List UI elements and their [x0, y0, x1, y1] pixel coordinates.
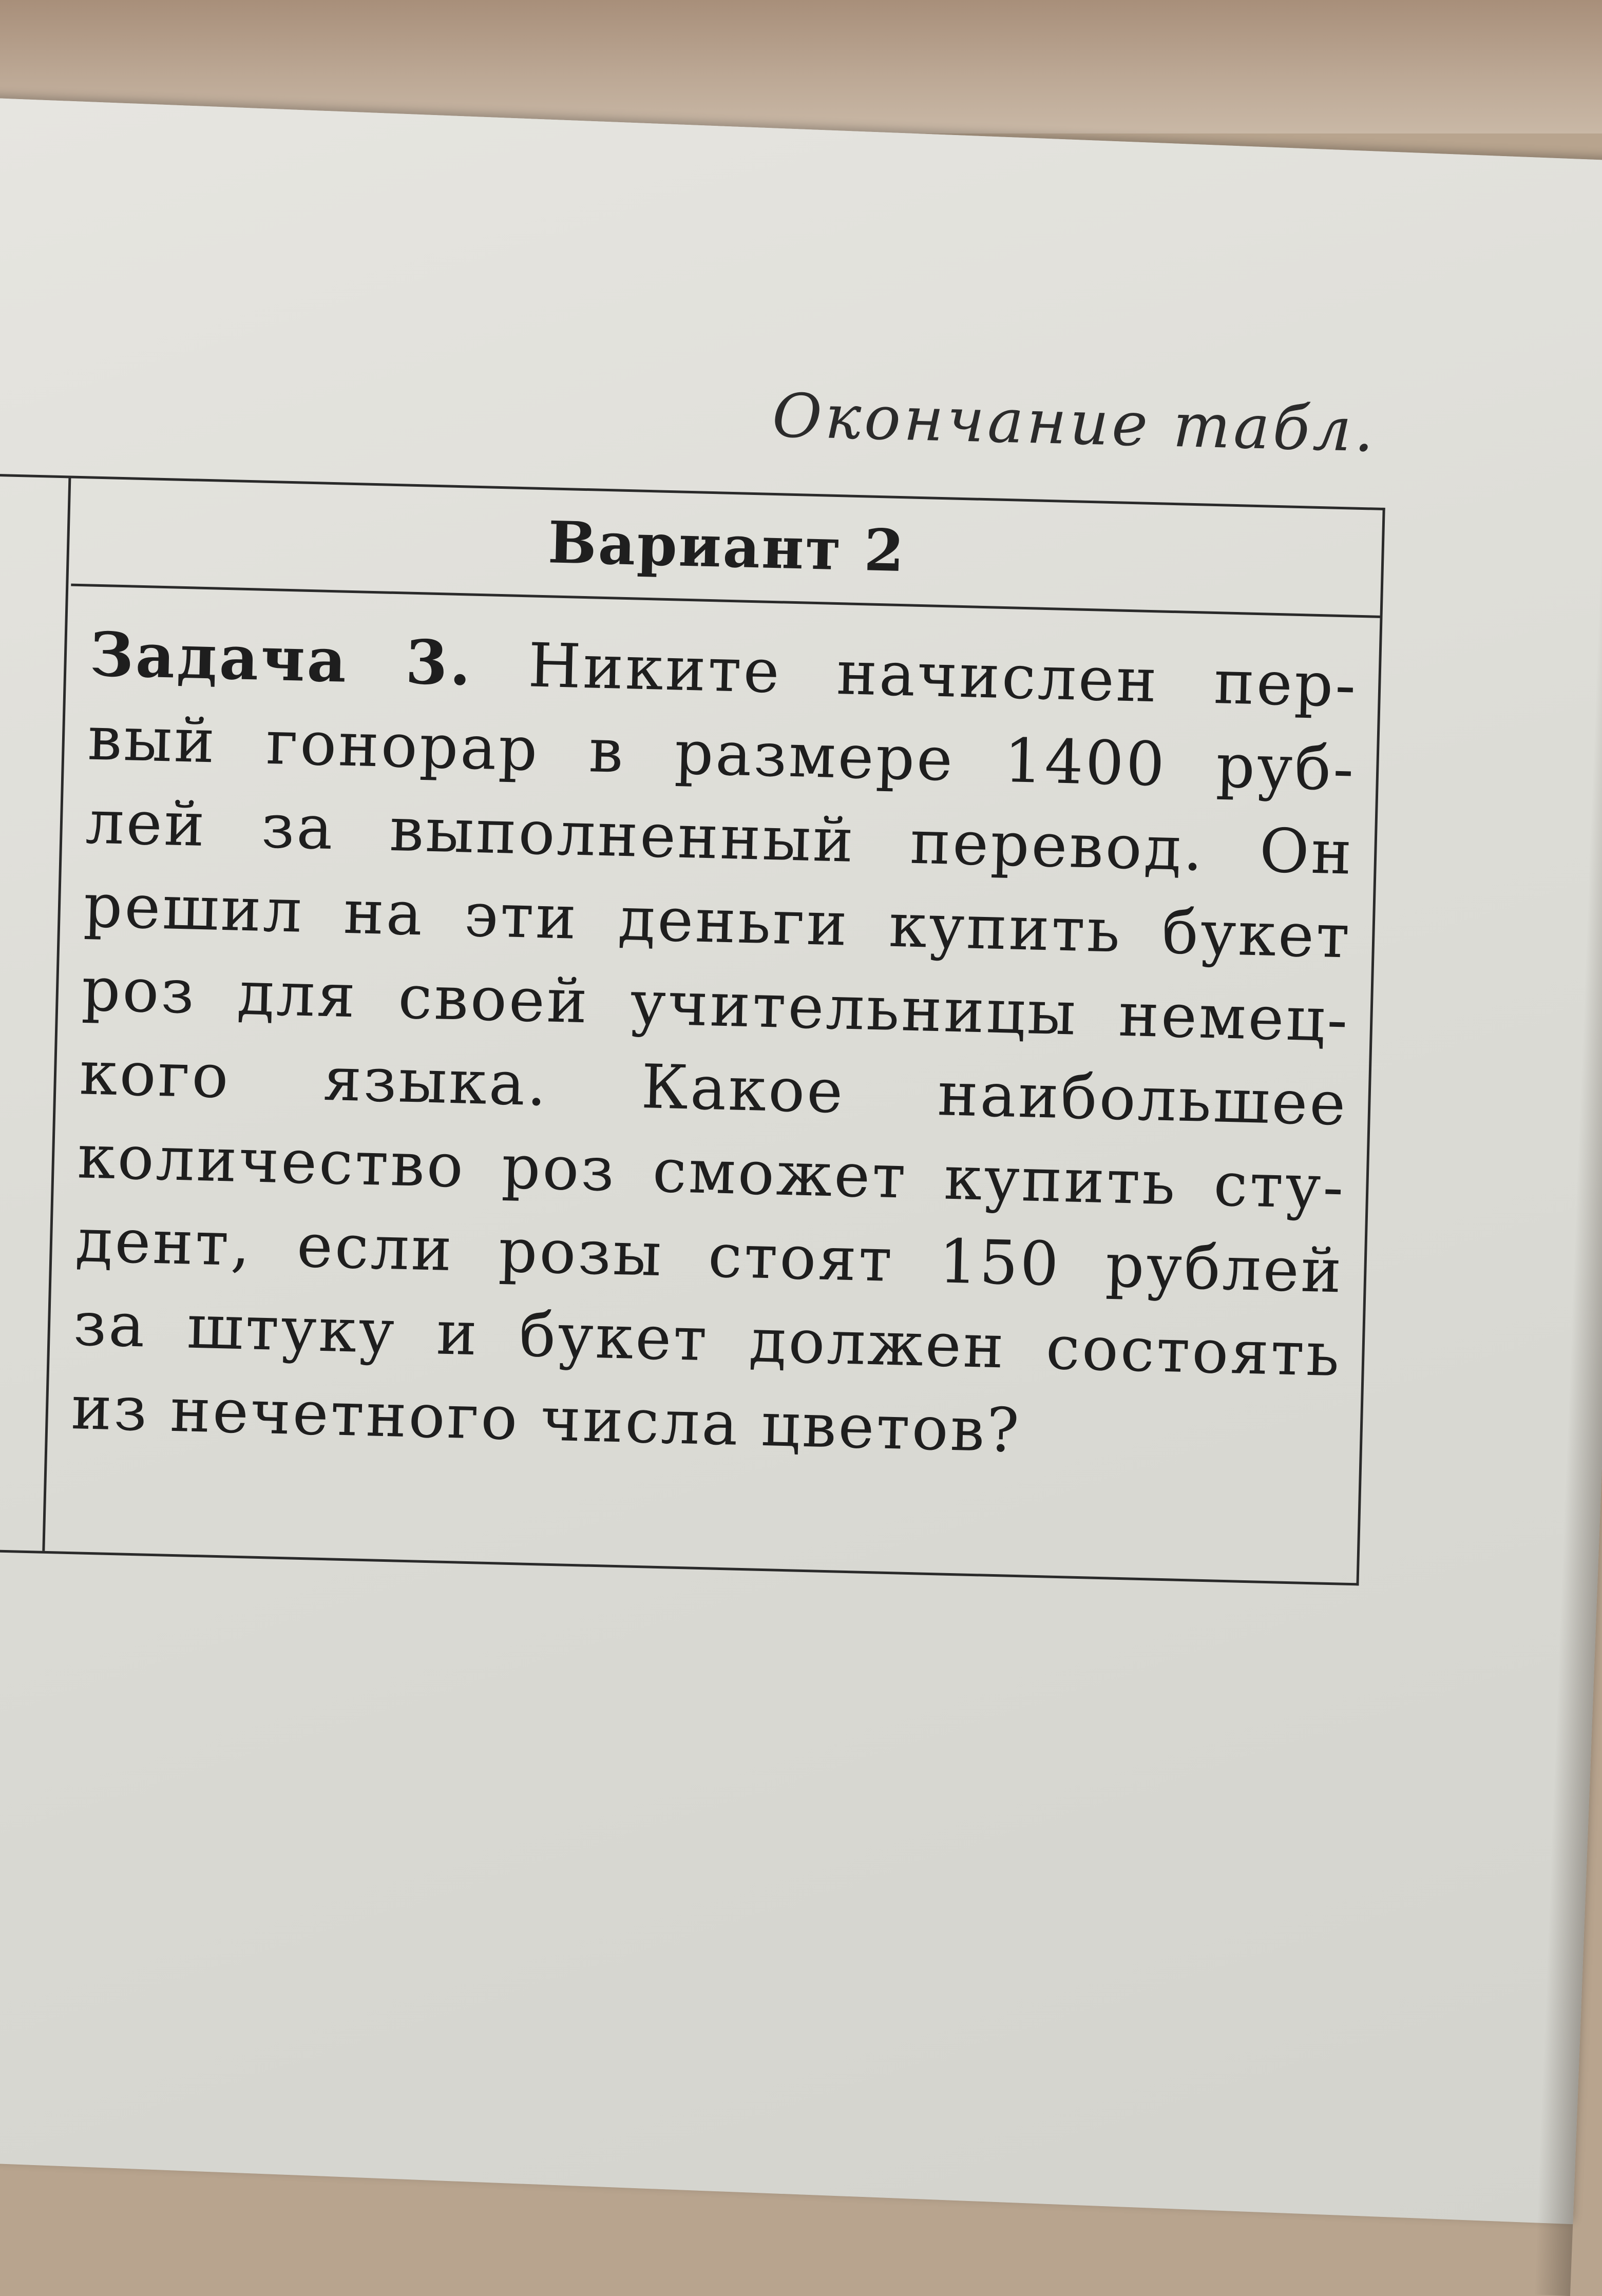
task-line: количество роз сможет купить сту- — [77, 1121, 1347, 1223]
task-line: решил на эти деньги купить букет — [83, 870, 1353, 972]
task-line: вый гонорар в размере 1400 руб- — [87, 702, 1357, 805]
task-line: дент, если розы стоят 150 рублей — [74, 1204, 1345, 1307]
task-line: из нечетного числа цветов? — [70, 1372, 1022, 1466]
task-line-text: Никите начислен пер- — [527, 629, 1359, 721]
task-title: Задача 3. — [89, 618, 474, 699]
table-continuation-caption: Окончание табл. — [771, 379, 1378, 466]
table-header — [71, 479, 1382, 618]
task-line: кого языка. Какое наибольшее — [79, 1037, 1349, 1139]
task-line: роз для своей учительницы немец- — [81, 953, 1351, 1056]
task-line: лей за выполненный перевод. Он — [85, 786, 1355, 888]
task-table — [0, 474, 1385, 1586]
table-left-column — [0, 476, 71, 1551]
task-text — [70, 613, 1359, 1481]
task-line: за штуку и букет должен состоять — [72, 1288, 1343, 1390]
variant-title: Вариант 2 — [547, 509, 907, 585]
